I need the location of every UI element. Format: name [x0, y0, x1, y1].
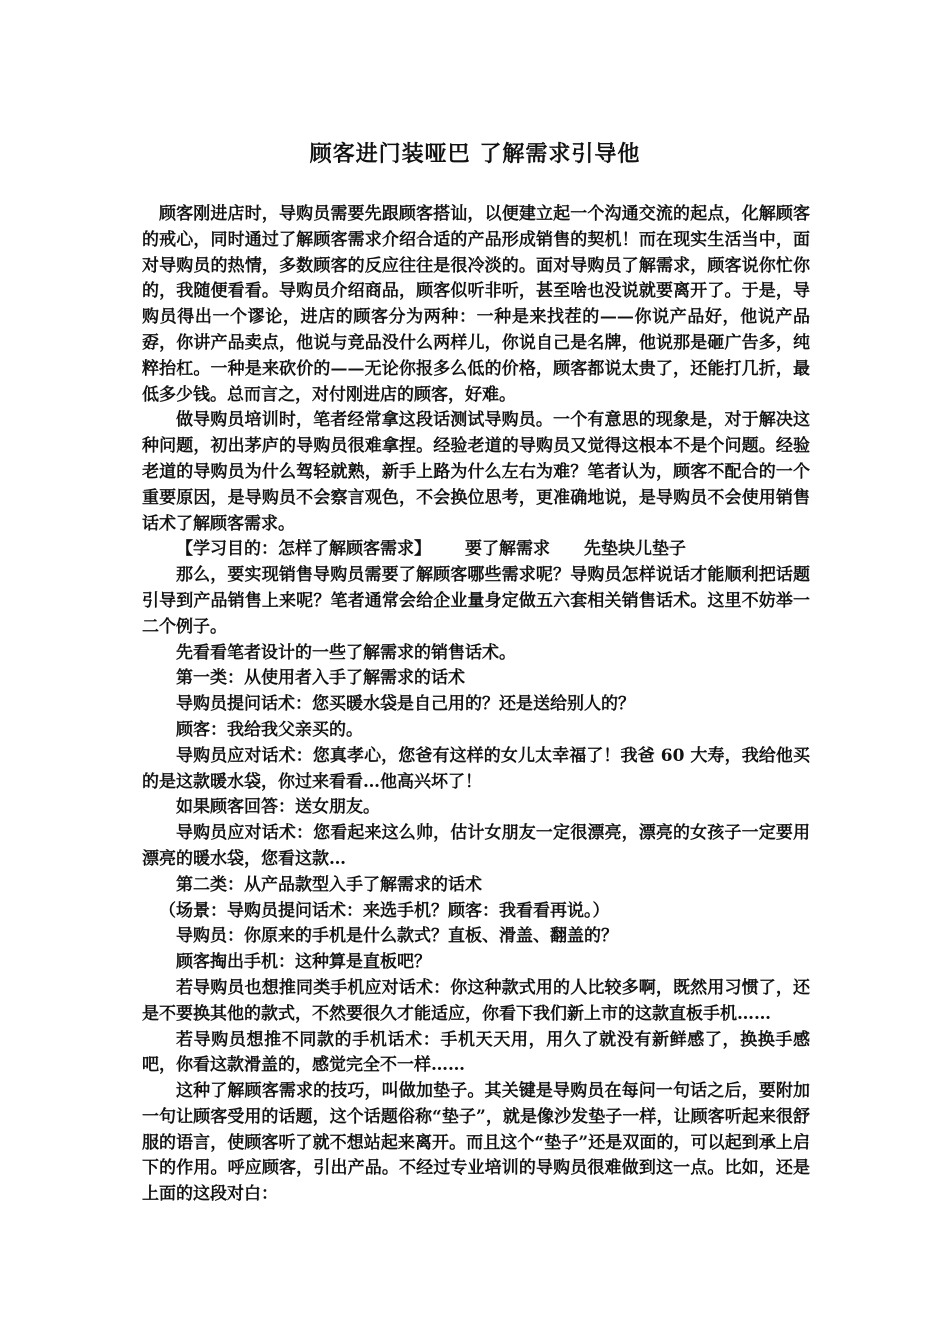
paragraph: 顾客：我给我父亲买的。 — [176, 719, 363, 740]
section-heading — [142, 537, 810, 563]
paragraph: 若导购员想推不同款的手机话术：手机天天用，用久了就没有新鲜感了，换换手感吧，你看这款滑盖的，感觉完全不一样…… — [142, 1029, 810, 1076]
paragraph: 导购员应对话术：您看起来这么帅，估计女朋友一定很漂亮，漂亮的女孩子一定要用漂亮的暖水袋，您看这款… — [142, 823, 810, 869]
paragraph: 如果顾客回答：送女朋友。 — [176, 797, 380, 818]
paragraph: 那么，要实现销售导购员需要了解顾客哪些需求呢？导购员怎样说话才能顺利把话题引导到产品销售上来呢？笔者通常会给企业量身定做五六套相关销售话术。这里不妨举一二个例子。 — [142, 565, 810, 637]
document-body — [142, 202, 810, 1208]
paragraph: 这种了解顾客需求的技巧，叫做加垫子。其关键是导购员在每问一句话之后，要附加一句让顾客受用的话题，这个话题俗称“垫子”，就是像沙发垫子一样，让顾客听起来很舒服的语言，使顾客听了就不想站起来离开。而且这个“垫子”还是双面的，可以起到承上启下的作用。呼应顾客，引出产品。不经过专业培训的导购员很难做到这一点。比如，还是上面的这段对白： — [142, 1081, 810, 1205]
paragraph: 做导购员培训时，笔者经常拿这段话测试导购员。一个有意思的现象是，对于解决这种问题，初出茅庐的导购员很难拿捏。经验老道的导购员又觉得这根本不是个问题。经验老道的导购员为什么驾轻就熟，新手上路为什么左右为难？笔者认为，顾客不配合的一个重要原因，是导购员不会察言观色，不会换位思考，更准确地说，是导购员不会使用销售话术了解顾客需求。 — [142, 410, 810, 534]
section-subheading-2: 先垫块儿垫子 — [584, 539, 686, 560]
paragraph: 若导购员也想推同类手机应对话术：你这种款式用的人比较多啊，既然用习惯了，还是不要换其他的款式，不然要很久才能适应，你看下我们新上市的这款直板手机…… — [142, 977, 810, 1024]
document-title: 顾客进门装哑巴 了解需求引导他 — [309, 141, 641, 167]
paragraph: 第二类：从产品款型入手了解需求的话术 — [176, 874, 482, 895]
paragraph: 导购员：你原来的手机是什么款式？直板、滑盖、翻盖的？ — [176, 926, 618, 947]
paragraph: 导购员应对话术：您真孝心，您爸有这样的女儿太幸福了！我爸 60 大寿，我给他买的是这款暖水袋，你过来看看…他高兴坏了！ — [142, 745, 810, 792]
section-heading-label: 【学习目的：怎样了解顾客需求】 — [176, 539, 431, 560]
paragraph: 导购员提问话术：您买暖水袋是自己用的？还是送给别人的？ — [176, 694, 635, 715]
paragraph: 顾客掏出手机：这种算是直板吧？ — [176, 952, 431, 973]
paragraph: 第一类：从使用者入手了解需求的话术 — [176, 668, 465, 689]
paragraph: 顾客刚进店时，导购员需要先跟顾客搭讪，以便建立起一个沟通交流的起点，化解顾客的戒心，同时通过了解顾客需求介绍合适的产品形成销售的契机！而在现实生活当中，面对导购员的热情，多数顾客的反应往往是很冷淡的。面对导购员了解需求，顾客说你忙你的，我随便看看。导购员介绍商品，顾客似听非听，甚至啥也没说就要离开了。于是，导购员得出一个谬论，进店的顾客分为两种：一种是来找茬的——你说产品好，他说产品孬，你讲产品卖点，他说与竞品没什么两样儿，你说自己是名牌，他说那是砸广告多，纯粹抬杠。一种是来砍价的——无论你报多么低的价格，顾客都说太贵了，还能打几折，最低多少钱。总而言之，对付刚进店的顾客，好难。 — [142, 204, 810, 405]
paragraph: （场景：导购员提问话术：来选手机？顾客：我看看再说。） — [159, 900, 610, 921]
section-subheading-1: 要了解需求 — [465, 539, 550, 560]
paragraph: 先看看笔者设计的一些了解需求的销售话术。 — [176, 642, 516, 663]
